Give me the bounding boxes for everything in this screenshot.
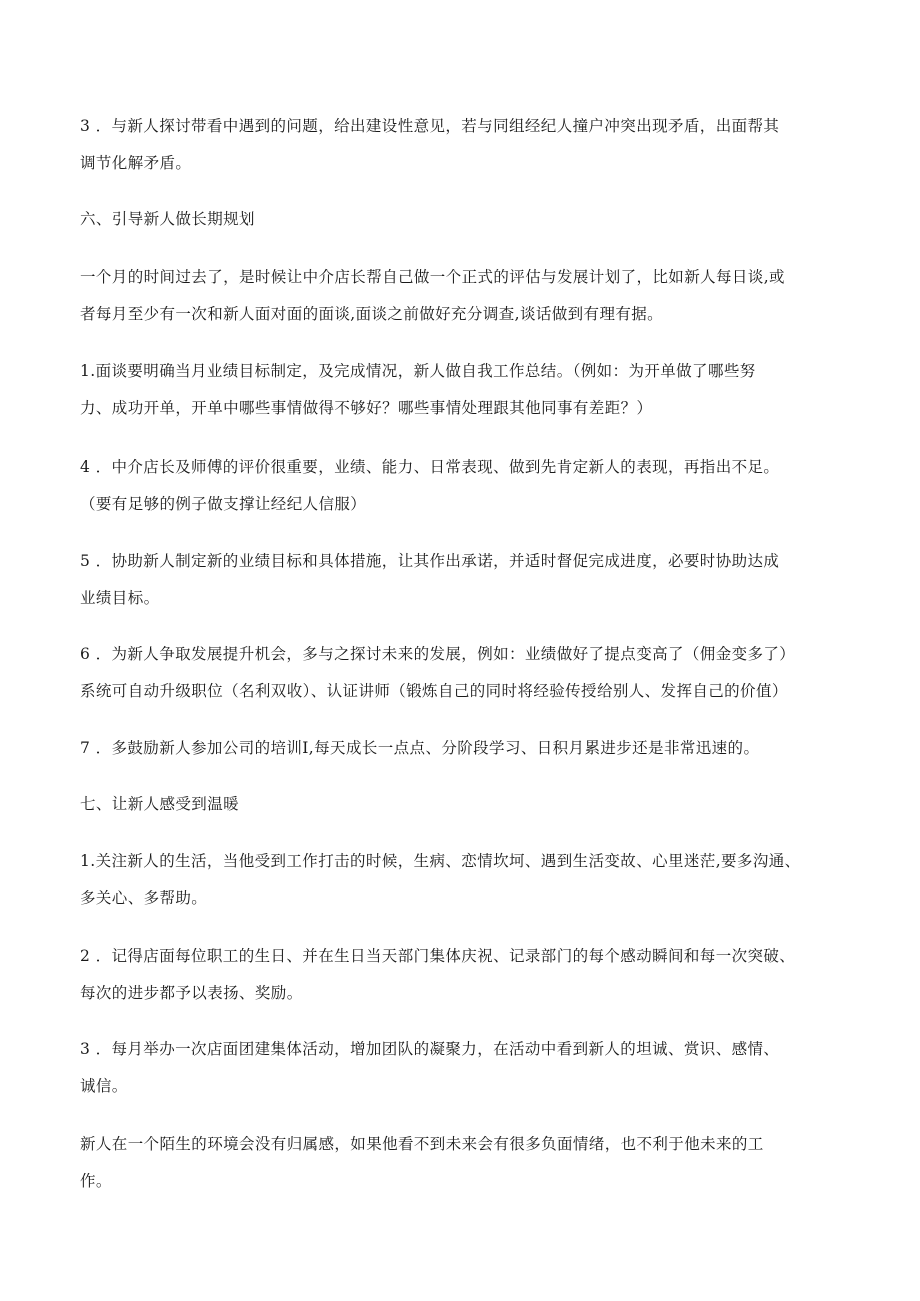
text-line: 系统可自动升级职位（名利双收）、认证讲师（锻炼自己的同时将经验传授给别人、发挥自己的价值） <box>80 682 788 700</box>
text-line: 作。 <box>80 1172 112 1190</box>
text-line: 者每月至少有一次和新人面对面的面谈,面谈之前做好充分调查,谈话做到有理有据。 <box>80 305 664 323</box>
heading-text: 六、引导新人做长期规划 <box>80 210 255 228</box>
text-line: 4 ．中介店长及师傅的评价很重要，业绩、能力、日常表现、做到先肯定新人的表现，再指出不足。 <box>80 458 780 476</box>
section-heading-7 <box>80 786 860 823</box>
section-heading-6 <box>80 201 860 238</box>
text-line: （要有足够的例子做支撑让经纪人信服） <box>80 495 367 513</box>
text-line: 新人在一个陌生的环境会没有归属感，如果他看不到未来会有很多负面情绪，也不利于他未来的工 <box>80 1135 764 1153</box>
text-line: 调节化解矛盾。 <box>80 154 192 172</box>
paragraph-item-2-birthday <box>80 938 860 1012</box>
text-line: 1.面谈要明确当月业绩目标制定，及完成情况，新人做自我工作总结。（例如：为开单做了哪些努 <box>80 362 756 380</box>
paragraph-item-7-training <box>80 730 860 767</box>
text-line: 力、成功开单，开单中哪些事情做得不够好？哪些事情处理跟其他同事有差距？） <box>80 399 653 417</box>
text-line: 每次的进步都予以表扬、奖励。 <box>80 984 303 1002</box>
text-line: 2 ．记得店面每位职工的生日、并在生日当天部门集体庆祝、记录部门的每个感动瞬间和每一次突破、 <box>80 947 796 965</box>
paragraph-item-4-evaluation <box>80 449 860 523</box>
paragraph-item-1-care <box>80 843 860 917</box>
text-line: 3 ．与新人探讨带看中遇到的问题，给出建设性意见，若与同组经纪人撞户冲突出现矛盾，出面帮其 <box>80 117 780 135</box>
paragraph-item-3-mediate <box>80 108 860 182</box>
paragraph-item-1-interview <box>80 353 860 427</box>
paragraph-item-5-goals <box>80 543 860 617</box>
text-line: 3 ．每月举办一次店面团建集体活动，增加团队的凝聚力，在活动中看到新人的坦诚、赏识、感情、 <box>80 1040 780 1058</box>
text-line: 一个月的时间过去了，是时候让中介店长帮自己做一个正式的评估与发展计划了，比如新人每日谈,或 <box>80 268 785 286</box>
text-line: 业绩目标。 <box>80 589 160 607</box>
text-line: 诚信。 <box>80 1077 128 1095</box>
text-line: 7 ．多鼓励新人参加公司的培训I,每天成长一点点、分阶段学习、日积月累进步还是非常迅速的。 <box>80 739 760 757</box>
text-line: 1.关注新人的生活，当他受到工作打击的时候，生病、恋情坎坷、遇到生活变故、心里迷茫,要多沟通、 <box>80 852 801 870</box>
paragraph-conclusion <box>80 1126 860 1200</box>
paragraph-item-6-development <box>80 636 860 710</box>
text-line: 5 ．协助新人制定新的业绩目标和具体措施，让其作出承诺，并适时督促完成进度，必要时协助达成 <box>80 552 780 570</box>
heading-text: 七、让新人感受到温暖 <box>80 795 240 813</box>
paragraph-evaluation-plan <box>80 259 860 333</box>
paragraph-item-3-teambuilding <box>80 1031 860 1105</box>
text-line: 多关心、多帮助。 <box>80 889 208 907</box>
text-line: 6 ．为新人争取发展提升机会，多与之探讨未来的发展，例如：业绩做好了提点变高了（佣金变多了） <box>80 645 796 663</box>
